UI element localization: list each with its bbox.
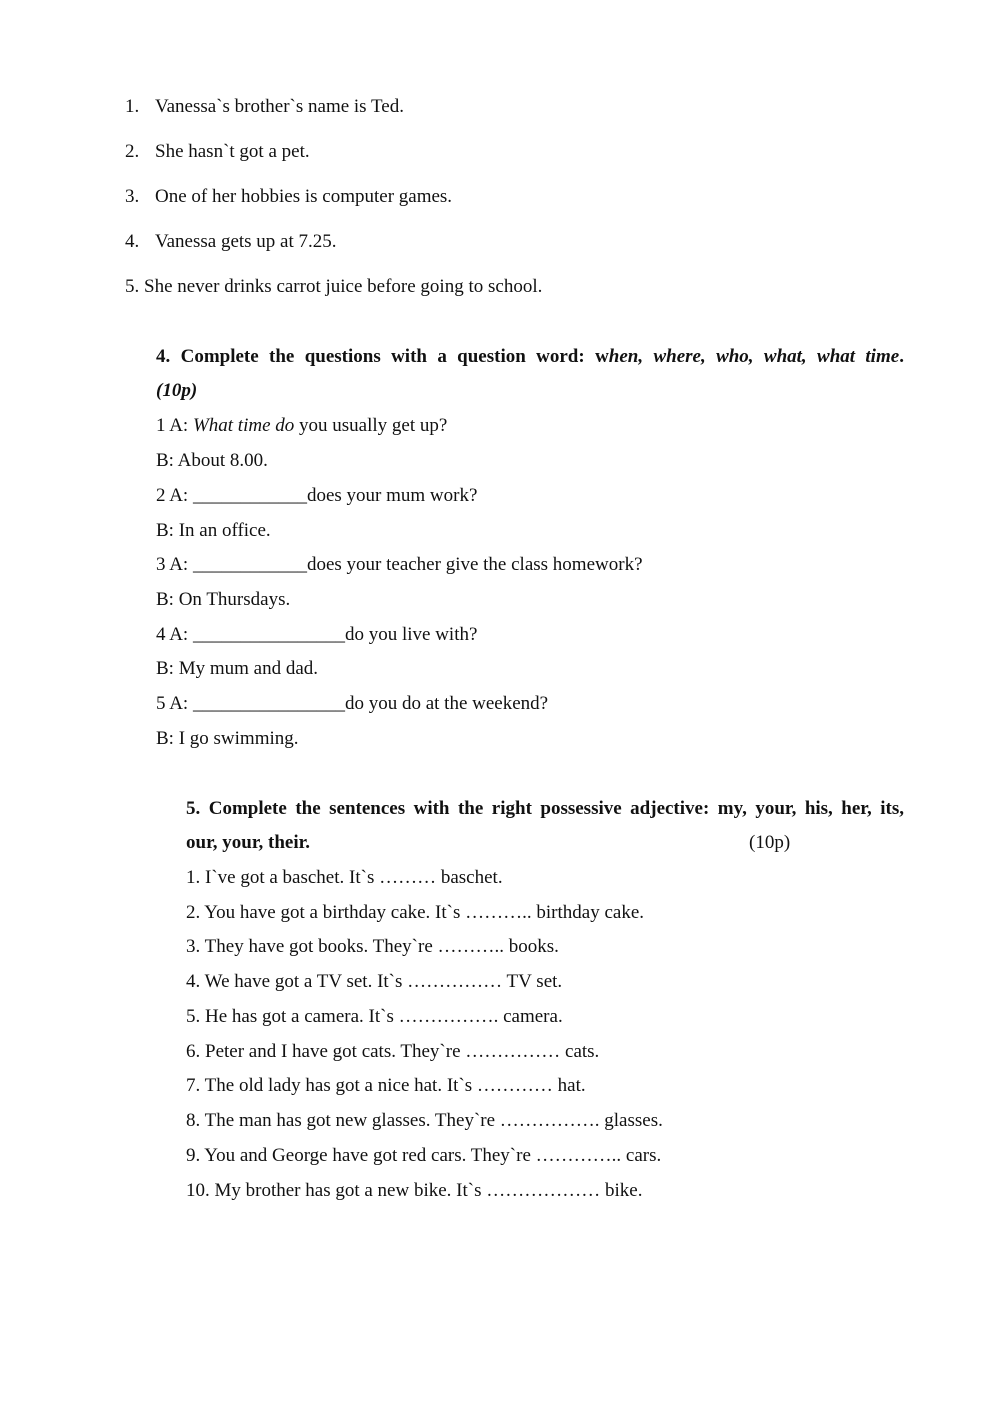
answer-line: B: About 8.00. — [156, 450, 268, 471]
statement-item — [125, 230, 337, 254]
question-line: 5 A: ________________do you do at the weekend? — [156, 693, 549, 714]
answer-blank[interactable]: ________________ — [192, 624, 345, 645]
statement-number: 1. — [125, 96, 140, 117]
question-line: 2 A: ____________does your mum work? — [156, 485, 478, 506]
statement-number: 4. — [125, 231, 140, 252]
sentence-item: 3. They have got books. They`re ……….. books. — [186, 936, 559, 957]
answer-blank[interactable]: ____________ — [192, 485, 307, 506]
statement-item — [125, 275, 542, 299]
statement-text: 5. She never drinks carrot juice before going to school. — [125, 276, 543, 297]
sentence-item: 10. My brother has got a new bike. It`s ……………… bike. — [186, 1180, 643, 1201]
answer-blank[interactable]: ____________ — [192, 554, 307, 575]
answer-line: B: On Thursdays. — [156, 589, 291, 610]
sentence-item: 7. The old lady has got a nice hat. It`s ………… hat. — [186, 1075, 586, 1096]
section-5-points: (10p) — [749, 832, 791, 853]
question-line: 3 A: ____________does your teacher give the class homework? — [156, 554, 643, 575]
section-4-points: (10p) — [156, 380, 198, 401]
answer-line: B: I go swimming. — [156, 728, 299, 749]
statement-number: 2. — [125, 141, 140, 162]
statement-text: Vanessa gets up at 7.25. — [155, 231, 337, 252]
example-answer: What time do — [192, 415, 295, 436]
sentence-item: 6. Peter and I have got cats. They`re …………… cats. — [186, 1041, 600, 1062]
statement-text: One of her hobbies is computer games. — [155, 186, 453, 207]
answer-line: B: My mum and dad. — [156, 658, 319, 679]
sentence-item: 8. The man has got new glasses. They`re ……………. glasses. — [186, 1110, 663, 1131]
sentence-item: 9. You and George have got red cars. They`re ………….. cars. — [186, 1145, 662, 1166]
sentence-item: 4. We have got a TV set. It`s …………… TV set. — [186, 971, 563, 992]
question-line: 1 A: What time do you usually get up? — [156, 415, 448, 436]
statement-text: She hasn`t got a pet. — [155, 141, 310, 162]
statement-item — [125, 185, 452, 209]
section-4-heading: 4. Complete the questions with a question word: when, where, who, what, what time. — [156, 346, 904, 367]
section-5-heading: 5. Complete the sentences with the right possessive adjective: my, your, his, her, its, — [186, 798, 904, 819]
statement-item — [125, 140, 310, 164]
sentence-item: 1. I`ve got a baschet. It`s ……… baschet. — [186, 867, 503, 888]
statement-number: 3. — [125, 186, 140, 207]
sentence-item: 5. He has got a camera. It`s ……………. camera. — [186, 1006, 563, 1027]
question-line: 4 A: ________________do you live with? — [156, 624, 478, 645]
answer-blank[interactable]: ________________ — [192, 693, 345, 714]
statement-item — [125, 95, 404, 119]
statement-text: Vanessa`s brother`s name is Ted. — [155, 96, 404, 117]
answer-line: B: In an office. — [156, 520, 271, 541]
sentence-item: 2. You have got a birthday cake. It`s ……….. birthday cake. — [186, 902, 645, 923]
section-5-heading-line2: our, your, their. — [186, 832, 311, 853]
